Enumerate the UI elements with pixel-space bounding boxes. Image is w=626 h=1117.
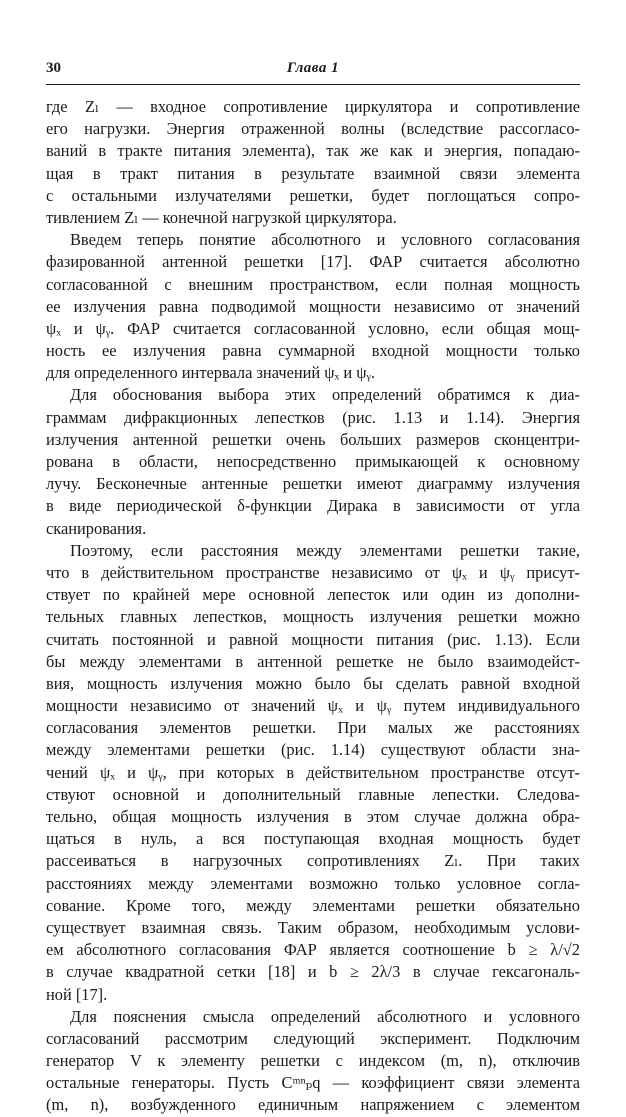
text-line: граммам дифракционных лепестков (рис. 1.13 и 1.14). Энергия	[46, 407, 580, 427]
text-line: сканирования.	[46, 518, 147, 538]
text-line: согласованной с внешним пространством, если полная мощность	[46, 274, 580, 294]
page-body-text	[46, 96, 580, 1117]
text-line: щая в тракт питания в результате взаимной связи элемента	[46, 163, 580, 183]
paragraph	[46, 1006, 580, 1117]
text-line: остальные генераторы. Пусть Cᵐⁿₚq — коэффициент связи элемента	[46, 1073, 580, 1093]
text-line: ствует по крайней мере основной лепесток или один из дополни-	[46, 585, 580, 605]
text-line: что в действительном пространстве независимо от ψₓ и ψᵧ присут-	[46, 562, 580, 582]
page-number: 30	[46, 60, 61, 76]
text-line: ее излучения равна подводимой мощности независимо от значений	[46, 296, 580, 316]
text-line: Введем теперь понятие абсолютного и условного согласования	[70, 230, 580, 250]
paragraph	[46, 540, 580, 1006]
text-line: ваний в тракте питания элемента), так же как и энергия, попадаю-	[46, 141, 580, 161]
text-line: сование. Кроме того, между элементами решетки обязательно	[46, 895, 580, 915]
text-line: между элементами решетки (рис. 1.14) существуют области зна-	[46, 740, 580, 760]
running-header	[46, 60, 580, 82]
paragraph	[46, 384, 580, 539]
text-line: ность ее излучения равна суммарной входной мощности только	[46, 341, 580, 361]
text-line: Поэтому, если расстояния между элементами решетки такие,	[70, 540, 580, 560]
text-line: Для обоснования выбора этих определений обратимся к диа-	[70, 385, 580, 405]
text-line: для определенного интервала значений ψₓ и ψᵧ.	[46, 363, 375, 383]
text-line: ной [17].	[46, 984, 108, 1004]
text-line: согласований рассмотрим следующий эксперимент. Подключим	[46, 1028, 580, 1048]
header-rule	[46, 84, 580, 85]
text-line: в случае квадратной сетки [18] и b ≥ 2λ/3 в случае гексагональ-	[46, 962, 580, 982]
text-line: (m, n), возбужденного единичным напряжением с элементом	[46, 1095, 580, 1115]
text-line: тельных главных лепестков, мощность излучения решетки можно	[46, 607, 580, 627]
chapter-title: Глава 1	[286, 60, 340, 76]
text-line: тивлением Zₗ — конечной нагрузкой циркулятора.	[46, 207, 397, 227]
text-line: его нагрузки. Энергия отраженной волны (вследствие рассогласо-	[46, 119, 580, 139]
text-line: ствуют основной и дополнительный главные лепестки. Следова-	[46, 784, 580, 804]
text-line: существует взаимная связь. Таким образом, необходимым услови-	[46, 917, 580, 937]
text-line: рована в области, непосредственно примыкающей к основному	[46, 452, 580, 471]
text-line: рассеиваться в нагрузочных сопротивлениях Zₗ. При таких	[46, 851, 580, 871]
text-line: с остальными излучателями решетки, будет поглощаться сопро-	[46, 185, 580, 205]
paragraph	[46, 229, 580, 384]
text-line: согласования элементов решетки. При малых же расстояниях	[46, 718, 580, 738]
text-line: щаться в нуль, а вся поступающая входная мощность будет	[46, 829, 580, 849]
text-line: Для пояснения смысла определений абсолютного и условного	[70, 1006, 580, 1026]
text-line: бы между элементами в антенной решетке не было взаимодейст-	[46, 651, 580, 671]
text-line: расстояниях между элементами возможно только условное согла-	[46, 873, 580, 893]
text-line: в виде периодической δ-функции Дирака в зависимости от угла	[46, 496, 580, 516]
text-line: излучения антенной решетки очень больших размеров сконцентри-	[46, 429, 580, 449]
text-line: чений ψₓ и ψᵧ, при которых в действительном пространстве отсут-	[46, 762, 580, 782]
text-line: лучу. Бесконечные антенные решетки имеют диаграмму излучения	[46, 474, 580, 494]
text-line: считать постоянной и равной мощности питания (рис. 1.13). Если	[46, 629, 580, 649]
text-line: ем абсолютного согласования ФАР является соотношение b ≥ λ/√2	[46, 940, 580, 960]
text-line: вия, мощность излучения можно было бы сделать равной входной	[46, 673, 580, 693]
text-line: где Zₗ — входное сопротивление циркулятора и сопротивление	[46, 97, 580, 116]
text-line: генератор V к элементу решетки с индексом (m, n), отключив	[46, 1051, 580, 1071]
text-line: фазированной антенной решетки [17]. ФАР считается абсолютно	[46, 252, 580, 272]
text-line: тельно, общая мощность излучения в этом случае должна обра-	[46, 807, 580, 826]
text-line: мощности независимо от значений ψₓ и ψᵧ путем индивидуального	[46, 696, 580, 716]
text-line: ψₓ и ψᵧ. ФАР считается согласованной условно, если общая мощ-	[46, 318, 580, 338]
paragraph	[46, 96, 580, 229]
